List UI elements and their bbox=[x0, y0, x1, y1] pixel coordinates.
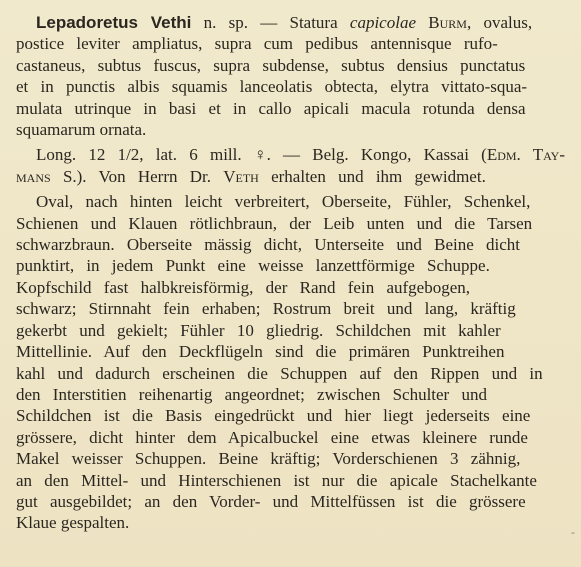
german-line: kahl und dadurch erscheinen die Schuppen auf den Rippen und in bbox=[16, 363, 543, 383]
german-line: schwarzbraun. Oberseite mässig dicht, Unterseite und Beine dicht bbox=[16, 235, 521, 255]
german-line: Klaue gespalten. bbox=[16, 513, 130, 533]
measurement-paragraph bbox=[16, 144, 569, 187]
german-line: Oval, nach hinten leicht verbreitert, Oberseite, Fühler, Schenkel, bbox=[36, 192, 531, 212]
measurement-line-1 bbox=[16, 144, 569, 165]
margin-mark: - bbox=[571, 525, 575, 539]
latin-line-4: et in punctis albis squamis lanceolatis obtecta, elytra vittato-squa- bbox=[16, 77, 528, 97]
german-description bbox=[16, 191, 569, 534]
german-line: Mittellinie. Auf den Deckflügeln sind die primären Punktreihen bbox=[16, 342, 505, 362]
german-line: gekerbt und gekielt; Fühler 10 gliedrig. Schildchen mit kahler bbox=[16, 320, 501, 340]
latin-line-3: castaneus, subtus fuscus, supra subdense, subtus densius punctatus bbox=[16, 55, 526, 75]
comparison-species: capicolae bbox=[349, 13, 416, 32]
latin-description bbox=[16, 12, 569, 140]
measurement-line-2 bbox=[16, 166, 569, 187]
german-line: an den Mittel- und Hinterschienen ist nur die apicale Stachelkante bbox=[16, 470, 537, 490]
latin-line-1 bbox=[16, 12, 569, 33]
german-line: grössere, dicht hinter dem Apicalbuckel eine etwas kleinere runde bbox=[16, 427, 528, 447]
species-name: Lepadoretus Vethi bbox=[36, 13, 192, 32]
comparison-author: Burm bbox=[416, 13, 467, 32]
german-line: Schienen und Klauen rötlichbraun, der Leib unten und die Tarsen bbox=[16, 213, 533, 233]
species-status: n. sp. — Statura bbox=[191, 13, 350, 32]
collector-name: Edm. Tay- bbox=[486, 145, 565, 165]
german-line: Kopfschild fast halbkreisförmig, der Rand fein aufgebogen, bbox=[16, 277, 470, 297]
measurement-text: Long. 12 1/2, lat. 6 mill. ♀. — Belg. Kongo, Kassai ( bbox=[36, 145, 487, 165]
donor-text: S.). Von Herrn Dr. bbox=[50, 166, 224, 186]
latin-line-2: postice leviter ampliatus, supra cum pedibus antennisque rufo- bbox=[16, 34, 498, 54]
german-line: Schildchen ist die Basis eingedrückt und hier liegt jederseits eine bbox=[16, 406, 531, 426]
latin-line-1-tail: , ovalus, bbox=[466, 13, 533, 32]
dedication-text: erhalten und ihm gewidmet. bbox=[258, 166, 486, 186]
collector-name-end: mans bbox=[16, 166, 51, 186]
german-line: Makel weisser Schuppen. Beine kräftig; Vorderschienen 3 zähnig, bbox=[16, 449, 521, 469]
latin-line-5: mulata utrinque in basi et in callo apicali macula rotunda densa bbox=[16, 98, 526, 118]
donor-name: Veth bbox=[223, 166, 259, 186]
german-line: gut ausgebildet; an den Vorder- und Mittelfüssen ist die grössere bbox=[16, 491, 526, 511]
german-line: schwarz; Stirnnaht fein erhaben; Rostrum breit und lang, kräftig bbox=[16, 299, 516, 319]
german-line: punktirt, in jedem Punkt eine weisse lanzettförmige Schuppe. bbox=[16, 256, 490, 276]
german-line: den Interstitien reihenartig angeordnet; zwischen Schulter und bbox=[16, 384, 487, 404]
latin-line-6: squamarum ornata. bbox=[16, 120, 147, 140]
